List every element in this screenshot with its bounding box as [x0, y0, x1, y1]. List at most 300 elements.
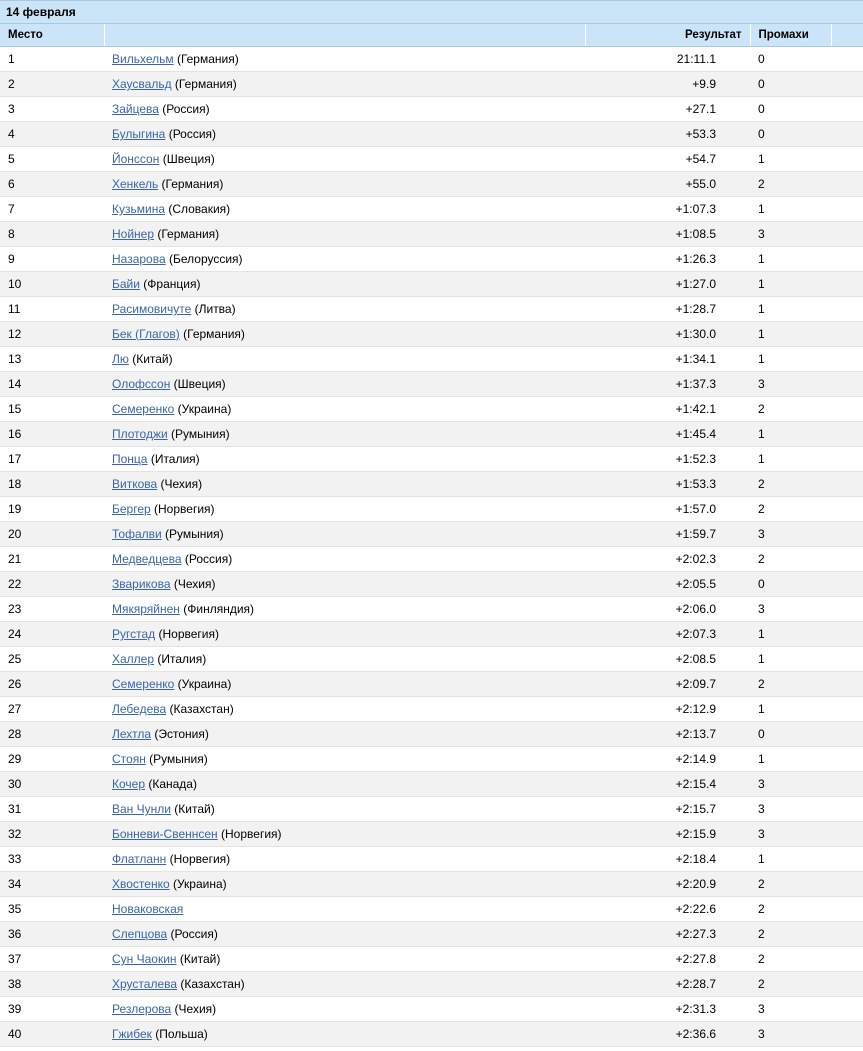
cell-athlete [104, 997, 585, 1022]
cell-result: +1:30.0 [585, 322, 750, 347]
cell-place: 16 [0, 422, 104, 447]
cell-result: +27.1 [585, 97, 750, 122]
athlete-link[interactable]: Хенкель [112, 177, 159, 191]
cell-athlete [104, 447, 585, 472]
cell-pad [831, 522, 863, 547]
table-row [0, 897, 863, 922]
cell-athlete [104, 397, 585, 422]
table-header-row [0, 24, 863, 47]
cell-athlete [104, 622, 585, 647]
athlete-country: (Казахстан) [166, 702, 234, 716]
cell-pad [831, 747, 863, 772]
cell-athlete [104, 647, 585, 672]
cell-pad [831, 197, 863, 222]
cell-misses: 2 [750, 972, 831, 997]
cell-result: +1:37.3 [585, 372, 750, 397]
cell-athlete [104, 147, 585, 172]
table-row [0, 972, 863, 997]
cell-place: 32 [0, 822, 104, 847]
cell-athlete [104, 497, 585, 522]
cell-pad [831, 572, 863, 597]
cell-misses: 3 [750, 1022, 831, 1047]
cell-result: +2:07.3 [585, 622, 750, 647]
cell-athlete [104, 197, 585, 222]
column-header-result: Результат [585, 24, 750, 47]
athlete-link[interactable]: Семеренко [112, 402, 175, 416]
cell-pad [831, 547, 863, 572]
cell-athlete [104, 797, 585, 822]
cell-misses: 0 [750, 47, 831, 72]
cell-misses: 1 [750, 422, 831, 447]
cell-pad [831, 822, 863, 847]
cell-place: 22 [0, 572, 104, 597]
athlete-link[interactable]: Хаусвальд [112, 77, 172, 91]
cell-place: 14 [0, 372, 104, 397]
cell-athlete [104, 822, 585, 847]
table-row [0, 297, 863, 322]
athlete-link[interactable]: Гжибек [112, 1027, 152, 1041]
cell-place: 4 [0, 122, 104, 147]
cell-result: +2:18.4 [585, 847, 750, 872]
column-header-name [104, 24, 585, 47]
table-row [0, 272, 863, 297]
table-row [0, 122, 863, 147]
table-row [0, 47, 863, 72]
athlete-link[interactable]: Резлерова [112, 1002, 172, 1016]
athlete-link[interactable]: Йонссон [112, 152, 160, 166]
cell-place: 20 [0, 522, 104, 547]
cell-athlete [104, 772, 585, 797]
cell-misses: 2 [750, 472, 831, 497]
athlete-country: (Франция) [139, 277, 201, 291]
table-row [0, 997, 863, 1022]
athlete-link[interactable]: Зайцева [112, 102, 159, 116]
cell-place: 21 [0, 547, 104, 572]
athlete-country: (Италия) [147, 452, 200, 466]
cell-pad [831, 447, 863, 472]
table-row [0, 472, 863, 497]
cell-pad [831, 922, 863, 947]
athlete-link[interactable]: Слепцова [112, 927, 168, 941]
athlete-country: (Россия) [165, 127, 217, 141]
cell-pad [831, 247, 863, 272]
cell-athlete [104, 872, 585, 897]
cell-misses: 1 [750, 622, 831, 647]
athlete-country: (Казахстан) [177, 977, 245, 991]
athlete-country: (Финляндия) [179, 602, 255, 616]
cell-athlete [104, 372, 585, 397]
cell-pad [831, 72, 863, 97]
cell-result: +1:53.3 [585, 472, 750, 497]
cell-result: +1:45.4 [585, 422, 750, 447]
table-row [0, 447, 863, 472]
athlete-link[interactable]: Ругстад [112, 627, 156, 641]
cell-athlete [104, 847, 585, 872]
cell-pad [831, 722, 863, 747]
cell-result: +2:14.9 [585, 747, 750, 772]
table-caption: 14 февраля [0, 1, 863, 24]
athlete-link[interactable]: Бергер [112, 502, 151, 516]
cell-athlete [104, 972, 585, 997]
table-row [0, 347, 863, 372]
cell-pad [831, 672, 863, 697]
table-row [0, 572, 863, 597]
athlete-country: (Швеция) [170, 377, 226, 391]
athlete-country: (Польша) [151, 1027, 208, 1041]
table-row [0, 822, 863, 847]
cell-misses: 0 [750, 572, 831, 597]
cell-place: 39 [0, 997, 104, 1022]
athlete-link[interactable]: Флатланн [112, 852, 167, 866]
table-row [0, 222, 863, 247]
cell-place: 17 [0, 447, 104, 472]
cell-place: 26 [0, 672, 104, 697]
cell-place: 33 [0, 847, 104, 872]
athlete-country: (Германия) [173, 52, 239, 66]
athlete-country: (Украина) [174, 677, 232, 691]
table-row [0, 672, 863, 697]
cell-athlete [104, 572, 585, 597]
cell-place: 25 [0, 647, 104, 672]
cell-result: +2:08.5 [585, 647, 750, 672]
athlete-link[interactable]: Олофссон [112, 377, 171, 391]
athlete-country: (Китай) [128, 352, 173, 366]
athlete-link[interactable]: Лебедева [112, 702, 167, 716]
cell-misses: 1 [750, 297, 831, 322]
athlete-country: (Эстония) [151, 727, 209, 741]
athlete-link[interactable]: Ван Чунли [112, 802, 171, 816]
athlete-country: (Швеция) [159, 152, 215, 166]
athlete-link[interactable]: Расимовичуте [112, 302, 192, 316]
athlete-country: (Канада) [145, 777, 197, 791]
athlete-country: (Германия) [179, 327, 245, 341]
cell-result: +9.9 [585, 72, 750, 97]
cell-result: +1:52.3 [585, 447, 750, 472]
cell-place: 13 [0, 347, 104, 372]
athlete-country: (Чехия) [157, 477, 203, 491]
cell-place: 29 [0, 747, 104, 772]
cell-misses: 3 [750, 822, 831, 847]
athlete-link[interactable]: Кочер [112, 777, 145, 791]
athlete-link[interactable]: Лю [112, 352, 129, 366]
cell-pad [831, 472, 863, 497]
column-header-pad [831, 24, 863, 47]
cell-misses: 1 [750, 447, 831, 472]
column-header-misses: Промахи [750, 24, 831, 47]
cell-result: +2:13.7 [585, 722, 750, 747]
cell-athlete [104, 697, 585, 722]
cell-athlete [104, 72, 585, 97]
table-row [0, 322, 863, 347]
table-row [0, 547, 863, 572]
cell-pad [831, 497, 863, 522]
athlete-country: (Китай) [170, 802, 215, 816]
athlete-link[interactable]: Бек (Глагов) [112, 327, 180, 341]
table-row [0, 72, 863, 97]
athlete-country: (Румыния) [161, 527, 224, 541]
cell-result: +54.7 [585, 147, 750, 172]
cell-pad [831, 622, 863, 647]
athlete-country: (Германия) [171, 77, 237, 91]
cell-misses: 0 [750, 122, 831, 147]
cell-result: +2:22.6 [585, 897, 750, 922]
cell-place: 27 [0, 697, 104, 722]
athlete-link[interactable]: Понца [112, 452, 148, 466]
cell-result: +2:15.7 [585, 797, 750, 822]
cell-place: 1 [0, 47, 104, 72]
cell-place: 19 [0, 497, 104, 522]
cell-athlete [104, 547, 585, 572]
cell-place: 23 [0, 597, 104, 622]
athlete-link[interactable]: Тофалви [112, 527, 162, 541]
cell-place: 38 [0, 972, 104, 997]
cell-result: +2:09.7 [585, 672, 750, 697]
athlete-link[interactable]: Халлер [112, 652, 155, 666]
cell-place: 40 [0, 1022, 104, 1047]
cell-result: +2:06.0 [585, 597, 750, 622]
cell-place: 9 [0, 247, 104, 272]
athlete-link[interactable]: Зварикова [112, 577, 171, 591]
table-row [0, 522, 863, 547]
cell-athlete [104, 1022, 585, 1047]
athlete-link[interactable]: Стоян [112, 752, 146, 766]
athlete-link[interactable]: Новаковская [112, 902, 184, 916]
cell-misses: 2 [750, 497, 831, 522]
athlete-link[interactable]: Мякяряйнен [112, 602, 180, 616]
cell-misses: 3 [750, 222, 831, 247]
cell-misses: 0 [750, 722, 831, 747]
cell-misses: 3 [750, 797, 831, 822]
cell-pad [831, 422, 863, 447]
athlete-country: (Литва) [191, 302, 236, 316]
athlete-link[interactable]: Хвостенко [112, 877, 170, 891]
athlete-link[interactable]: Назарова [112, 252, 166, 266]
athlete-country: (Чехия) [171, 1002, 217, 1016]
table-row [0, 947, 863, 972]
athlete-country: (Румыния) [145, 752, 208, 766]
cell-result: +1:08.5 [585, 222, 750, 247]
cell-result: +55.0 [585, 172, 750, 197]
cell-pad [831, 772, 863, 797]
cell-pad [831, 372, 863, 397]
table-row [0, 247, 863, 272]
cell-misses: 3 [750, 372, 831, 397]
cell-result: +1:07.3 [585, 197, 750, 222]
cell-athlete [104, 172, 585, 197]
athlete-link[interactable]: Вильхельм [112, 52, 174, 66]
athlete-link[interactable]: Булыгина [112, 127, 166, 141]
cell-pad [831, 947, 863, 972]
cell-athlete [104, 222, 585, 247]
cell-result: +1:28.7 [585, 297, 750, 322]
table-row [0, 622, 863, 647]
cell-misses: 1 [750, 747, 831, 772]
cell-result: +1:34.1 [585, 347, 750, 372]
cell-pad [831, 597, 863, 622]
athlete-country: (Китай) [176, 952, 221, 966]
cell-pad [831, 872, 863, 897]
cell-athlete [104, 747, 585, 772]
athlete-country: (Италия) [154, 652, 207, 666]
athlete-country: (Норвегия) [217, 827, 282, 841]
cell-pad [831, 297, 863, 322]
cell-place: 37 [0, 947, 104, 972]
cell-pad [831, 647, 863, 672]
athlete-link[interactable]: Плотоджи [112, 427, 168, 441]
athlete-link[interactable]: Сун Чаокин [112, 952, 177, 966]
cell-athlete [104, 297, 585, 322]
table-row [0, 497, 863, 522]
cell-athlete [104, 472, 585, 497]
cell-misses: 1 [750, 847, 831, 872]
cell-athlete [104, 322, 585, 347]
cell-pad [831, 347, 863, 372]
table-row [0, 372, 863, 397]
cell-athlete [104, 722, 585, 747]
cell-result: +2:31.3 [585, 997, 750, 1022]
cell-place: 36 [0, 922, 104, 947]
athlete-link[interactable]: Бонневи-Свеннсен [112, 827, 218, 841]
athlete-link[interactable]: Хрусталева [112, 977, 178, 991]
cell-place: 3 [0, 97, 104, 122]
athlete-country: (Норвегия) [155, 627, 219, 641]
cell-result: +2:15.4 [585, 772, 750, 797]
table-row [0, 747, 863, 772]
athlete-link[interactable]: Байи [112, 277, 140, 291]
cell-place: 11 [0, 297, 104, 322]
cell-athlete [104, 247, 585, 272]
cell-result: +1:59.7 [585, 522, 750, 547]
athlete-country: (Норвегия) [150, 502, 215, 516]
cell-pad [831, 122, 863, 147]
cell-misses: 2 [750, 947, 831, 972]
cell-pad [831, 97, 863, 122]
cell-pad [831, 272, 863, 297]
cell-misses: 1 [750, 697, 831, 722]
cell-pad [831, 172, 863, 197]
table-row [0, 697, 863, 722]
cell-place: 2 [0, 72, 104, 97]
cell-misses: 2 [750, 172, 831, 197]
cell-athlete [104, 522, 585, 547]
cell-misses: 1 [750, 197, 831, 222]
cell-place: 30 [0, 772, 104, 797]
athlete-link[interactable]: Лехтла [112, 727, 152, 741]
table-row [0, 872, 863, 897]
cell-place: 7 [0, 197, 104, 222]
cell-pad [831, 897, 863, 922]
cell-place: 12 [0, 322, 104, 347]
cell-misses: 0 [750, 97, 831, 122]
table-caption-row [0, 1, 863, 24]
cell-result: +53.3 [585, 122, 750, 147]
athlete-country: (Румыния) [167, 427, 230, 441]
cell-result: +2:27.3 [585, 922, 750, 947]
cell-misses: 2 [750, 672, 831, 697]
cell-misses: 1 [750, 647, 831, 672]
cell-athlete [104, 922, 585, 947]
cell-result: +2:02.3 [585, 547, 750, 572]
cell-pad [831, 397, 863, 422]
cell-place: 15 [0, 397, 104, 422]
cell-result: +1:26.3 [585, 247, 750, 272]
cell-pad [831, 147, 863, 172]
cell-place: 5 [0, 147, 104, 172]
table-row [0, 147, 863, 172]
cell-pad [831, 797, 863, 822]
athlete-country: (Чехия) [170, 577, 216, 591]
cell-result: +2:12.9 [585, 697, 750, 722]
cell-pad [831, 222, 863, 247]
cell-pad [831, 972, 863, 997]
table-row [0, 797, 863, 822]
cell-athlete [104, 422, 585, 447]
athlete-link[interactable]: Нойнер [112, 227, 155, 241]
cell-pad [831, 47, 863, 72]
column-header-place: Место [0, 24, 104, 47]
athlete-link[interactable]: Медведцева [112, 552, 182, 566]
athlete-country: (Россия) [181, 552, 233, 566]
cell-place: 34 [0, 872, 104, 897]
table-row [0, 197, 863, 222]
cell-place: 10 [0, 272, 104, 297]
cell-misses: 3 [750, 772, 831, 797]
cell-misses: 1 [750, 322, 831, 347]
athlete-country: (Украина) [169, 877, 227, 891]
athlete-link[interactable]: Виткова [112, 477, 158, 491]
table-row [0, 922, 863, 947]
athlete-link[interactable]: Семеренко [112, 677, 175, 691]
cell-pad [831, 697, 863, 722]
cell-misses: 1 [750, 347, 831, 372]
cell-result: 21:11.1 [585, 47, 750, 72]
cell-result: +1:42.1 [585, 397, 750, 422]
cell-result: +2:15.9 [585, 822, 750, 847]
cell-athlete [104, 97, 585, 122]
table-row [0, 772, 863, 797]
table-row [0, 422, 863, 447]
cell-place: 28 [0, 722, 104, 747]
cell-athlete [104, 47, 585, 72]
cell-athlete [104, 897, 585, 922]
cell-misses: 2 [750, 922, 831, 947]
table-row [0, 647, 863, 672]
cell-misses: 3 [750, 597, 831, 622]
cell-result: +2:20.9 [585, 872, 750, 897]
cell-place: 6 [0, 172, 104, 197]
table-row [0, 1022, 863, 1047]
cell-misses: 1 [750, 247, 831, 272]
cell-result: +1:27.0 [585, 272, 750, 297]
athlete-country: (Норвегия) [166, 852, 231, 866]
cell-pad [831, 997, 863, 1022]
cell-misses: 2 [750, 872, 831, 897]
table-row [0, 847, 863, 872]
cell-pad [831, 847, 863, 872]
cell-place: 35 [0, 897, 104, 922]
cell-pad [831, 322, 863, 347]
athlete-country: (Германия) [158, 177, 224, 191]
table-row [0, 172, 863, 197]
cell-athlete [104, 672, 585, 697]
cell-athlete [104, 947, 585, 972]
cell-misses: 3 [750, 522, 831, 547]
athlete-country: (Словакия) [165, 202, 231, 216]
cell-result: +2:28.7 [585, 972, 750, 997]
cell-misses: 2 [750, 897, 831, 922]
athlete-country: (Украина) [174, 402, 232, 416]
athlete-link[interactable]: Кузьмина [112, 202, 165, 216]
